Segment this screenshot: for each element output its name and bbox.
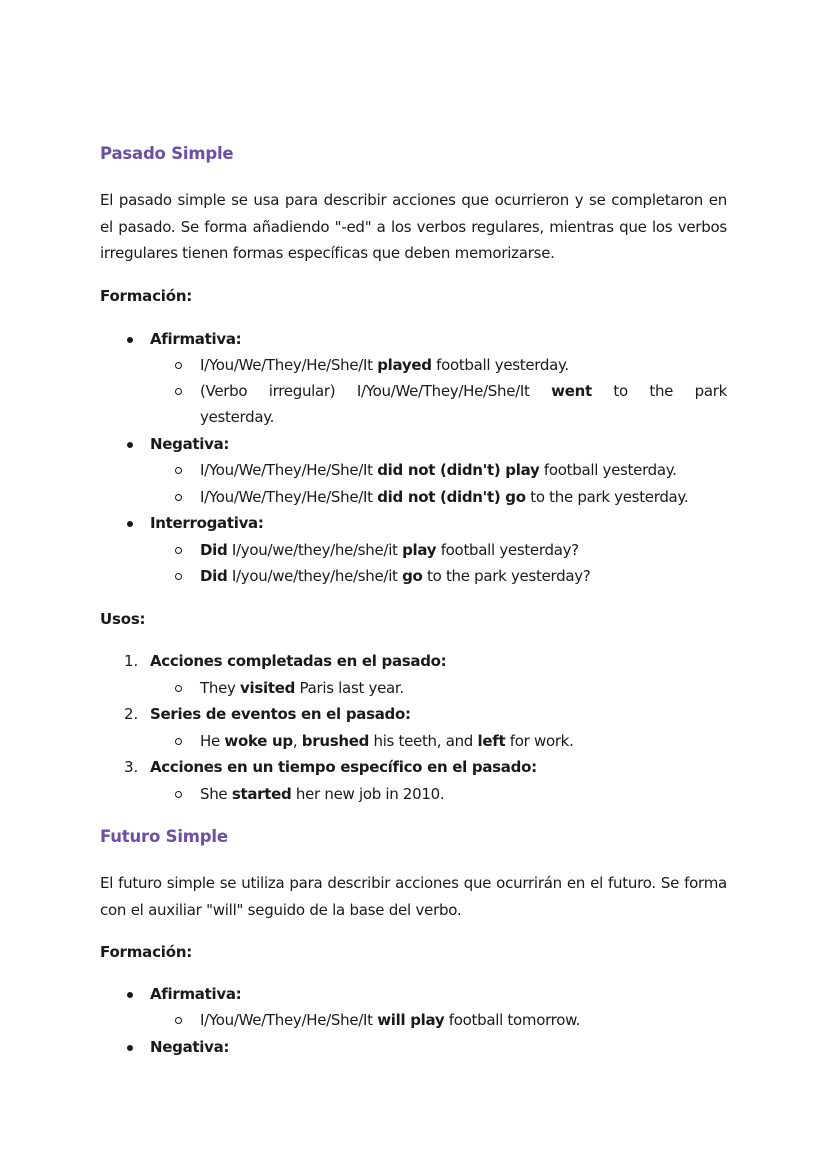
circle-bullet-icon [175, 467, 182, 474]
pasado-interrogativa-example-1: Did I/you/we/they/he/she/it play football yesterday? [200, 541, 579, 559]
circle-bullet-icon [175, 388, 182, 395]
futuro-formacion-label: Formación: [100, 943, 193, 961]
uso-3-example: She started her new job in 2010. [200, 785, 445, 803]
circle-bullet-icon [175, 573, 182, 580]
list-number: 1. [124, 652, 139, 670]
list-number: 3. [124, 758, 139, 776]
uso-2-example: He woke up, brushed his teeth, and left for work. [200, 732, 574, 750]
bullet-icon [127, 521, 133, 527]
pasado-formacion-label: Formación: [100, 287, 193, 305]
circle-bullet-icon [175, 685, 182, 692]
futuro-afirmativa-example-1: I/You/We/They/He/She/It will play football tomorrow. [200, 1011, 581, 1029]
section-title-pasado-simple: Pasado Simple [100, 144, 234, 163]
pasado-afirmativa-example-2: (Verbo irregular) I/You/We/They/He/She/It went to the park [200, 382, 727, 400]
uso-1-title: Acciones completadas en el pasado: [150, 652, 447, 670]
pasado-negativa-example-2: I/You/We/They/He/She/It did not (didn't) go to the park yesterday. [200, 488, 689, 506]
bullet-icon [127, 992, 133, 998]
pasado-afirmativa-label: Afirmativa: [150, 330, 242, 348]
pasado-interrogativa-example-2: Did I/you/we/they/he/she/it go to the park yesterday? [200, 567, 591, 585]
pasado-afirmativa-example-2-cont: yesterday. [200, 408, 275, 426]
circle-bullet-icon [175, 791, 182, 798]
circle-bullet-icon [175, 494, 182, 501]
list-number: 2. [124, 705, 139, 723]
bullet-icon [127, 337, 133, 343]
uso-1-example: They visited Paris last year. [200, 679, 404, 697]
pasado-negativa-example-1: I/You/We/They/He/She/It did not (didn't) play football yesterday. [200, 461, 677, 479]
pasado-afirmativa-example-1: I/You/We/They/He/She/It played football yesterday. [200, 356, 569, 374]
section-title-futuro-simple: Futuro Simple [100, 827, 228, 846]
bullet-icon [127, 1045, 133, 1051]
circle-bullet-icon [175, 738, 182, 745]
circle-bullet-icon [175, 1017, 182, 1024]
uso-2-title: Series de eventos en el pasado: [150, 705, 411, 723]
circle-bullet-icon [175, 362, 182, 369]
bullet-icon [127, 442, 133, 448]
futuro-intro-paragraph: El futuro simple se utiliza para describir acciones que ocurrirán en el futuro. Se forma con el auxiliar "will" seguido de la base del verbo. [100, 874, 727, 919]
futuro-afirmativa-label: Afirmativa: [150, 985, 242, 1003]
pasado-negativa-label: Negativa: [150, 435, 230, 453]
circle-bullet-icon [175, 547, 182, 554]
futuro-negativa-label: Negativa: [150, 1038, 230, 1056]
pasado-usos-label: Usos: [100, 610, 146, 628]
uso-3-title: Acciones en un tiempo específico en el pasado: [150, 758, 537, 776]
pasado-intro-paragraph: El pasado simple se usa para describir acciones que ocurrieron y se completaron en el pasado. Se forma añadiendo "-ed" a los verbos regulares, mientras que los verbos irregulares tienen formas específicas que deben memorizarse. [100, 191, 727, 262]
pasado-interrogativa-label: Interrogativa: [150, 514, 264, 532]
